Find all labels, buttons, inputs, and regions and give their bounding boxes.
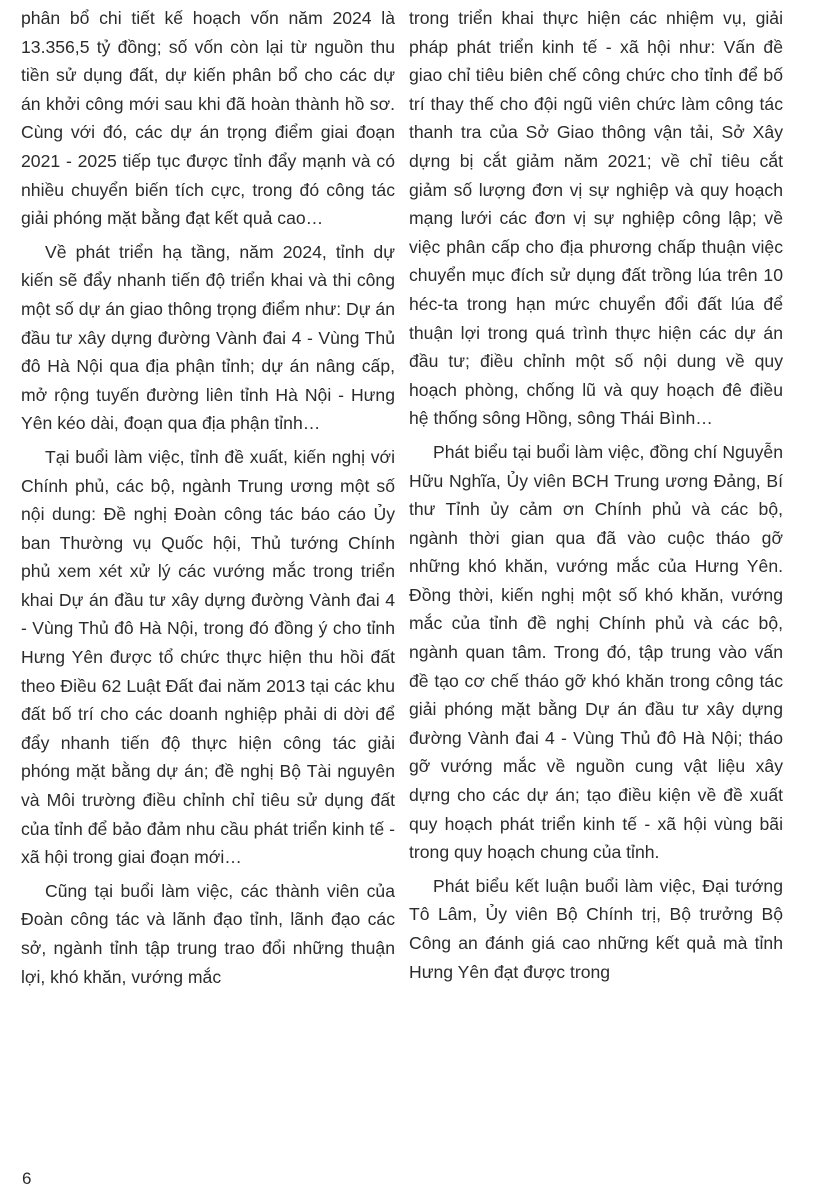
paragraph: trong triển khai thực hiện các nhiệm vụ, giải pháp phát triển kinh tế - xã hội như: Vấn đề giao chỉ tiêu biên chế công chức cho tỉnh để bố trí thay thế cho đội ngũ viên chức làm công tác thanh tra của Sở Giao thông vận tải, Sở Xây dựng bị cắt giảm năm 2021; về chỉ tiêu cắt giảm số lượng đơn vị sự nghiệp và quy hoạch mạng lưới các đơn vị sự nghiệp công lập; về việc phân cấp cho địa phương chấp thuận việc chuyển mục đích sử dụng đất trồng lúa trên 10 héc-ta trong hạn mức chuyển đổi đất lúa để thuận lợi trong quá trình thực hiện các dự án đầu tư; điều chỉnh một số nội dung về quy hoạch phòng, chống lũ và quy hoạch đê điều hệ thống sông Hồng, sông Thái Bình… [409,8,783,429]
paragraph: phân bổ chi tiết kế hoạch vốn năm 2024 là 13.356,5 tỷ đồng; số vốn còn lại từ nguồn thu tiền sử dụng đất, dự kiến phân bổ cho các dự án khởi công mới sau khi đã hoàn thành hồ sơ. Cùng với đó, các dự án trọng điểm giai đoạn 2021 - 2025 tiếp tục được tỉnh đẩy mạnh và có nhiều chuyển biến tích cực, trong đó công tác giải phóng mặt bằng đạt kết quả cao… [21,8,395,229]
paragraph: Về phát triển hạ tầng, năm 2024, tỉnh dự kiến sẽ đẩy nhanh tiến độ triển khai và thi công một số dự án giao thông trọng điểm như: Dự án đầu tư xây dựng đường Vành đai 4 - Vùng Thủ đô Hà Nội qua địa phận tỉnh; dự án nâng cấp, mở rộng tuyến đường liên tỉnh Hà Nội - Hưng Yên kéo dài, đoạn qua địa phận tỉnh… [21,241,395,434]
paragraph: Cũng tại buổi làm việc, các thành viên của Đoàn công tác và lãnh đạo tỉnh, lãnh đạo các sở, ngành tỉnh tập trung trao đổi những thuận lợi, khó khăn, vướng mắc [21,880,395,987]
paragraph: Phát biểu kết luận buổi làm việc, Đại tướng Tô Lâm, Ủy viên Bộ Chính trị, Bộ trưởng Bộ Công an đánh giá cao những kết quả mà tỉnh Hưng Yên đạt được trong [409,875,783,982]
left-column [21,4,395,991]
paragraph: Phát biểu tại buổi làm việc, đồng chí Nguyễn Hữu Nghĩa, Ủy viên BCH Trung ương Đảng, Bí thư Tỉnh ủy cảm ơn Chính phủ và các bộ, ngành thời gian qua đã vào cuộc tháo gỡ những khó khăn, vướng mắc của Hưng Yên. Đồng thời, kiến nghị một số khó khăn, vướng mắc của tỉnh đề nghị Chính phủ và các bộ, ngành quan tâm. Trong đó, tập trung vào vấn đề tạo cơ chế tháo gỡ khó khăn trong công tác giải phóng mặt bằng Dự án đầu tư xây dựng đường Vành đai 4 - Vùng Thủ đô Hà Nội; tháo gỡ vướng mắc về nguồn cung vật liệu xây dựng cho các dự án; tạo điều kiện về đề xuất quy hoạch phát triển kinh tế - xã hội vùng bãi trong quy hoạch chung của tỉnh. [409,441,783,863]
right-column [409,4,783,986]
paragraph: Tại buổi làm việc, tỉnh đề xuất, kiến nghị với Chính phủ, các bộ, ngành Trung ương một số nội dung: Đề nghị Đoàn công tác báo cáo Ủy ban Thường vụ Quốc hội, Thủ tướng Chính phủ xem xét xử lý các vướng mắc trong triển khai Dự án đầu tư xây dựng đường Vành đai 4 - Vùng Thủ đô Hà Nội, trong đó đồng ý cho tỉnh Hưng Yên được tổ chức thực hiện thu hồi đất theo Điều 62 Luật Đất đai năm 2013 tại các khu đất bố trí cho các doanh nghiệp phải di dời để đẩy nhanh tiến độ thực hiện công tác giải phóng mặt bằng dự án; đề nghị Bộ Tài nguyên và Môi trường điều chỉnh chỉ tiêu sử dụng đất của tỉnh để bảo đảm nhu cầu phát triển kinh tế - xã hội trong giai đoạn mới… [21,446,395,868]
page-number: 6 [22,1169,32,1188]
